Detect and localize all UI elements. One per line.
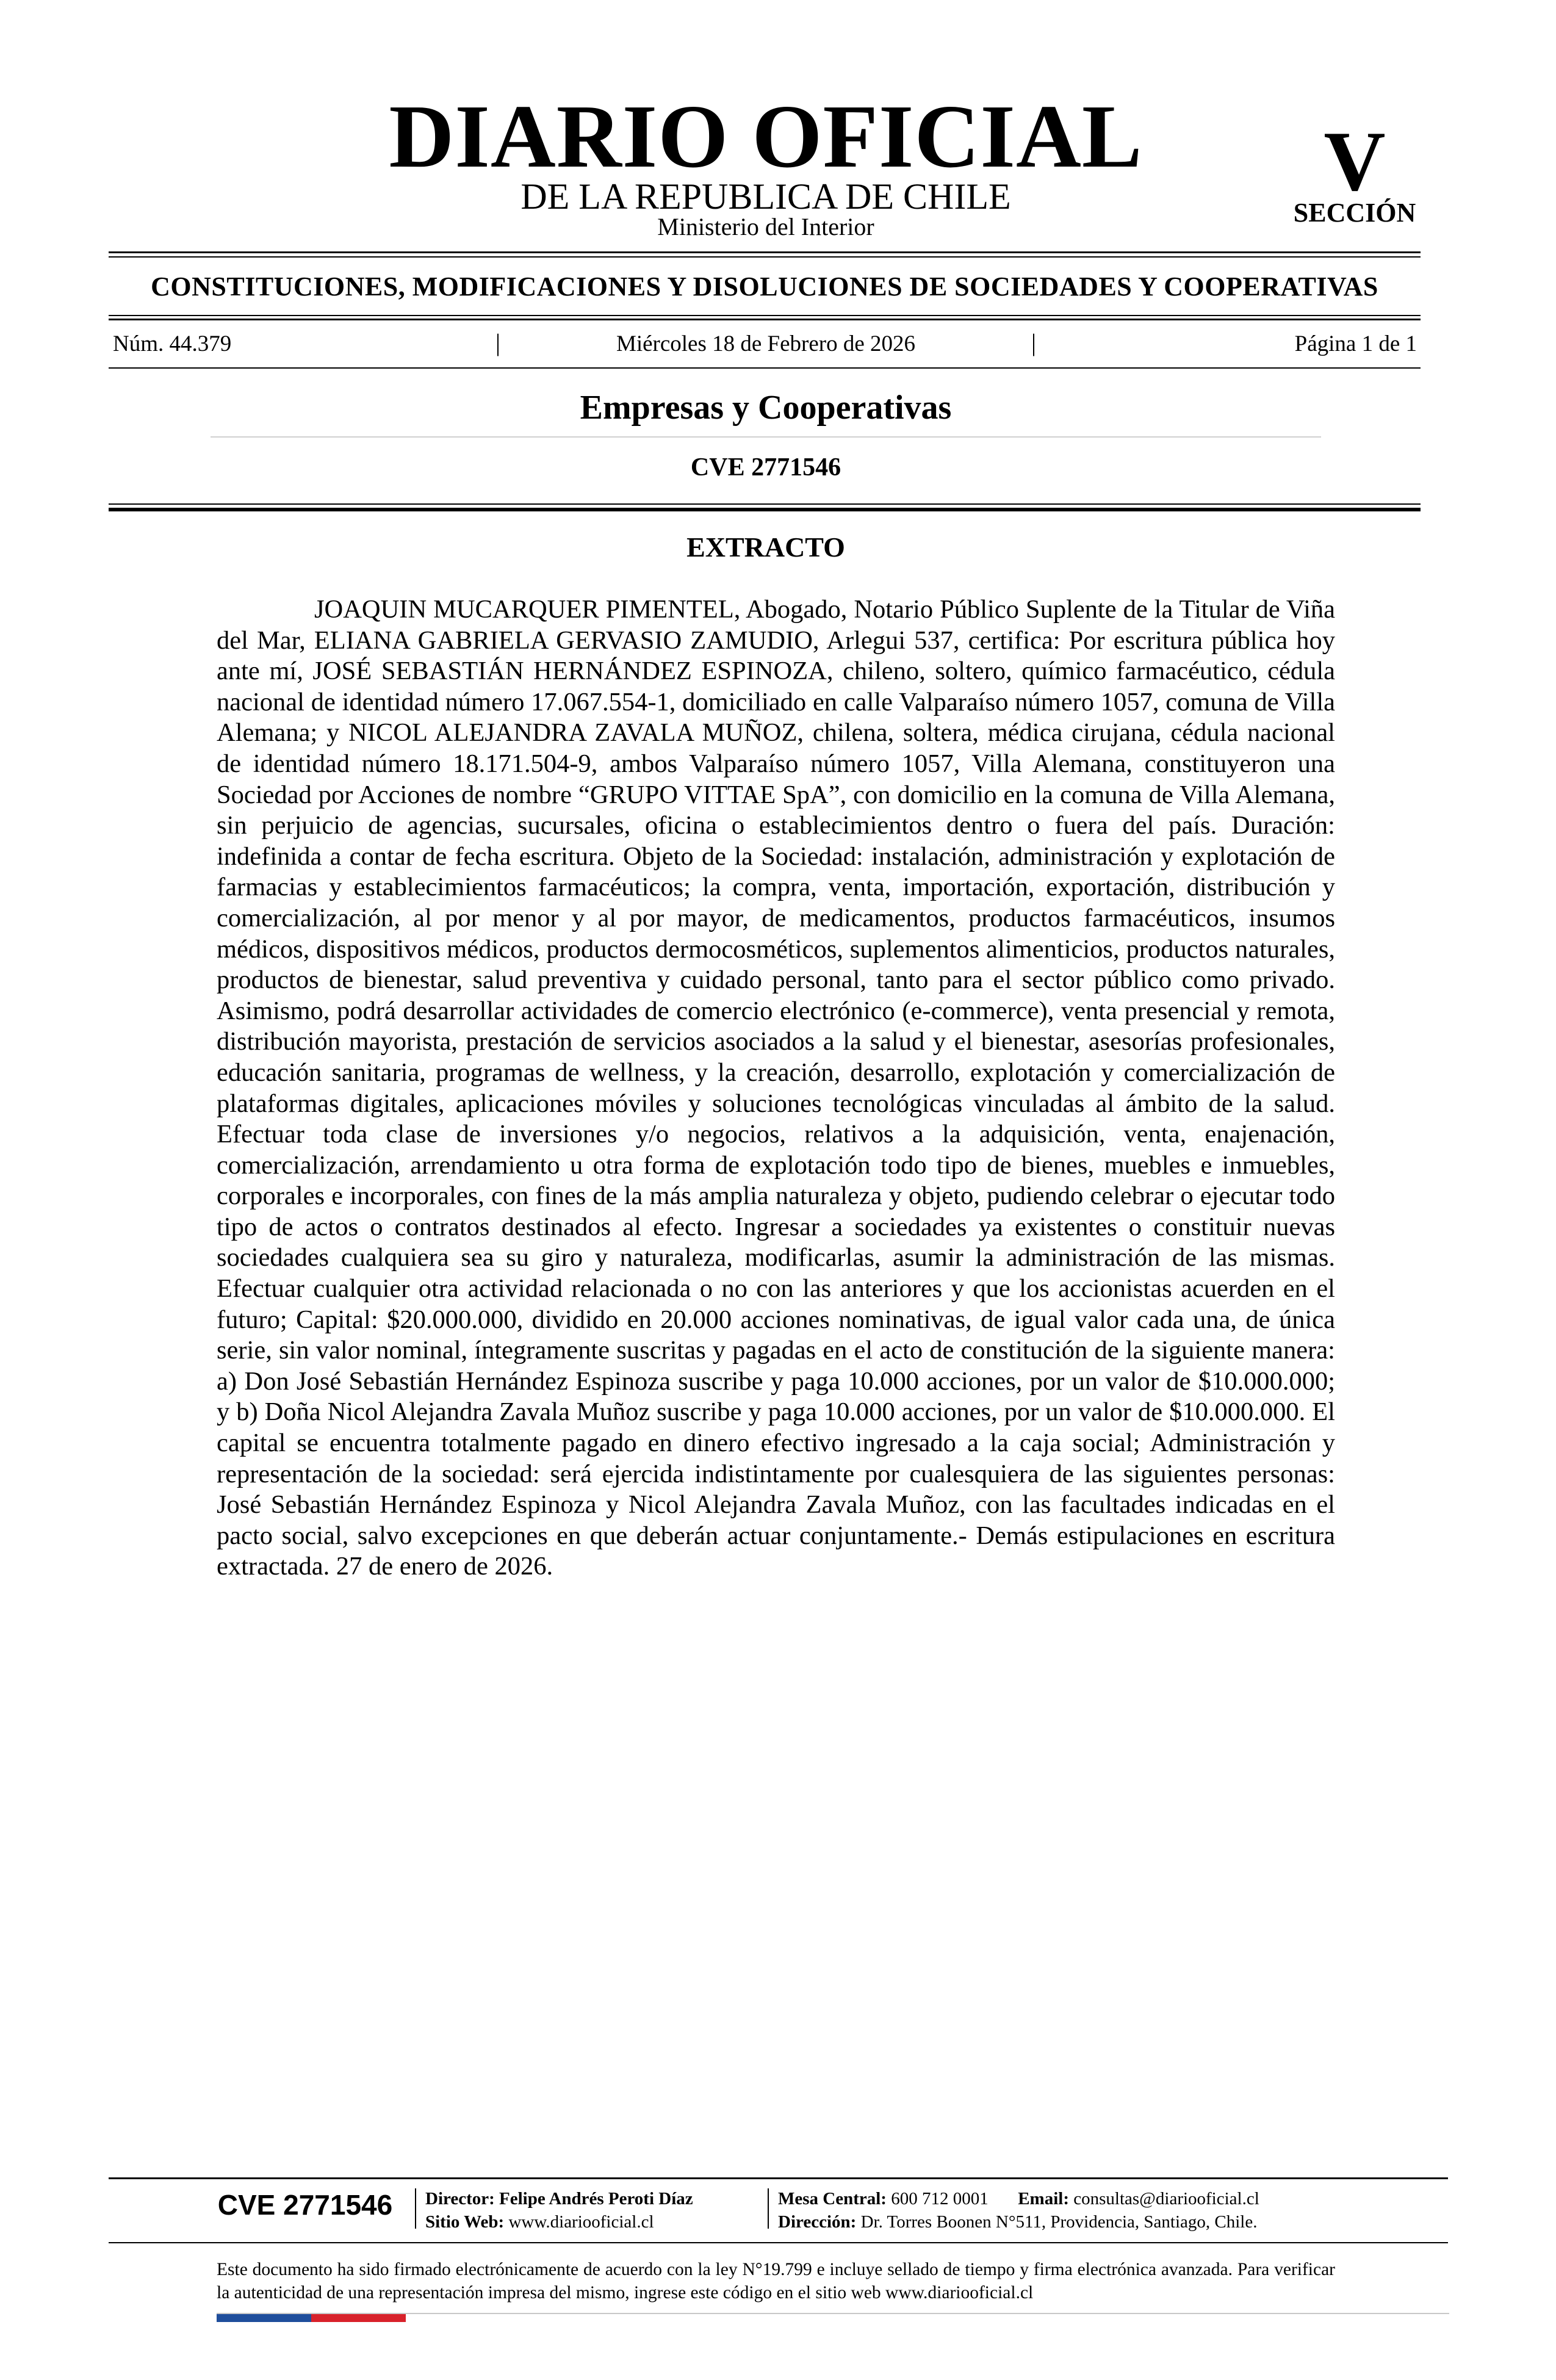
director-label: Director: — [425, 2189, 495, 2209]
divider — [109, 251, 1421, 253]
divider — [109, 367, 1421, 369]
page-indicator: Página 1 de 1 — [1294, 331, 1417, 356]
masthead-ministry: Ministerio del Interior — [657, 213, 874, 240]
section-label: SECCIÓN — [1293, 198, 1416, 228]
footer-divider — [109, 2177, 1448, 2179]
address-label: Dirección: — [778, 2212, 857, 2232]
footer-separator — [415, 2188, 416, 2229]
footer-contact — [778, 2187, 1259, 2234]
site-label: Sitio Web: — [425, 2212, 505, 2232]
divider — [109, 503, 1421, 505]
section-name: Empresas y Cooperativas — [580, 389, 952, 427]
footer-director — [425, 2187, 693, 2234]
divider — [109, 256, 1421, 258]
meta-separator: | — [495, 329, 501, 356]
director-name: Felipe Andrés Peroti Díaz — [499, 2189, 693, 2209]
email-link[interactable]: consultas@diariooficial.cl — [1073, 2189, 1259, 2209]
footer-divider — [109, 2242, 1448, 2243]
divider — [109, 315, 1421, 316]
email-label: Email: — [1018, 2189, 1069, 2209]
footer-verification-note: Este documento ha sido firmado electrónicamente de acuerdo con la ley N°19.799 e incluye sellado de tiempo y firma electrónica avanzada. Para verificar la autenticidad de una representación impresa del mismo, ingrese este código en el sitio web www.diariooficial.cl — [217, 2260, 1335, 2302]
meta-separator: | — [1031, 329, 1037, 356]
phone-value: 600 712 0001 — [891, 2189, 989, 2209]
site-link[interactable]: www.diariooficial.cl — [508, 2212, 654, 2232]
extract-body: JOAQUIN MUCARQUER PIMENTEL, Abogado, Notario Público Suplente de la Titular de Viña del Mar, ELIANA GABRIELA GERVASIO ZAMUDIO, Arlegui 537, certifica: Por escritura pública hoy ante mí, JOSÉ SEBASTIÁN HERNÁNDEZ ESPINOZA, chileno, soltero, químico farmacéutico, cédula nacional de identidad número 17.067.554-1, domiciliado en calle Valparaíso número 1057, comuna de Villa Alemana; y NICOL ALEJANDRA ZAVALA MUÑOZ, chilena, soltera, médica cirujana, cédula nacional de identidad número 18.171.504-9, ambos Valparaíso número 1057, Villa Alemana, constituyeron una Sociedad por Acciones de nombre “GRUPO VITTAE SpA”, con domicilio en la comuna de Villa Alemana, sin perjuicio de agencias, sucursales, oficina o establecimientos dentro o fuera del país. Duración: indefinida a contar de fecha escritura. Objeto de la Sociedad: instalación, administración y explotación de farmacias y establecimientos farmacéuticos; la compra, venta, importación, exportación, distribución y comercialización, al por menor y al por mayor, de medicamentos, productos farmacéuticos, insumos médicos, dispositivos médicos, productos dermocosméticos, suplementos alimenticios, productos naturales, productos de bienestar, salud preventiva y cuidado personal, tanto para el sector público como privado. Asimismo, podrá desarrollar actividades de comercio electrónico (e-commerce), venta presencial y remota, distribución mayorista, prestación de servicios asociados a la salud y el bienestar, asesorías profesionales, educación sanitaria, programas de wellness, y la creación, desarrollo, explotación y comercialización de plataformas digitales, aplicaciones móviles y soluciones tecnológicas vinculadas al ámbito de la salud. Efectuar toda clase de inversiones y/o negocios, relativos a la adquisición, venta, enajenación, comercialización, arrendamiento u otra forma de explotación todo tipo de bienes, muebles e inmuebles, corporales e incorporales, con fines de la más amplia naturaleza y objeto, pudiendo celebrar o ejecutar todo tipo de actos o contratos destinados al efecto. Ingresar a sociedades ya existentes o constituir nuevas sociedades cualquiera sea su giro y naturaleza, modificarlas, asumir la administración de las mismas. Efectuar cualquier otra actividad relacionada o no con las anteriores y que los accionistas acuerden en el futuro; Capital: $20.000.000, dividido en 20.000 acciones nominativas, de igual valor cada una, de única serie, sin valor nominal, íntegramente suscritas y pagadas en el acto de constitución de la siguiente manera: a) Don José Sebastián Hernández Espinoza suscribe y paga 10.000 acciones, por un valor de $10.000.000; y b) Doña Nicol Alejandra Zavala Muñoz suscribe y paga 10.000 acciones, por un valor de $10.000.000. El capital se encuentra totalmente pagado en dinero efectivo ingresado a la caja social; Administración y representación de la sociedad: será ejercida indistintamente por cualesquiera de las siguientes personas: José Sebastián Hernández Espinoza y Nicol Alejandra Zavala Muñoz, con las facultades indicadas en el pacto social, salvo excepciones en que deberán actuar conjuntamente.- Demás estipulaciones en escritura extractada. 27 de enero de 2026. — [217, 595, 1335, 1581]
issue-date: Miércoles 18 de Febrero de 2026 — [616, 331, 916, 356]
flag-stripe-blue — [217, 2314, 311, 2322]
flag-stripe-red — [311, 2314, 406, 2322]
address-value: Dr. Torres Boonen N°511, Providencia, Santiago, Chile. — [860, 2212, 1258, 2232]
phone-label: Mesa Central: — [778, 2189, 887, 2209]
masthead-subtitle: DE LA REPUBLICA DE CHILE — [520, 176, 1011, 217]
footer-separator — [768, 2188, 769, 2229]
issue-number: Núm. 44.379 — [113, 331, 232, 356]
divider — [109, 319, 1421, 320]
cve-code: CVE 2771546 — [690, 453, 841, 481]
extract-title: EXTRACTO — [686, 532, 845, 563]
masthead-title: DIARIO OFICIAL — [389, 87, 1143, 187]
divider — [109, 508, 1421, 511]
footer-cve: CVE 2771546 — [217, 2189, 393, 2221]
category-title: CONSTITUCIONES, MODIFICACIONES Y DISOLUCIONES DE SOCIEDADES Y COOPERATIVAS — [151, 272, 1378, 301]
thin-divider — [211, 436, 1321, 438]
section-letter: V — [1324, 114, 1386, 209]
